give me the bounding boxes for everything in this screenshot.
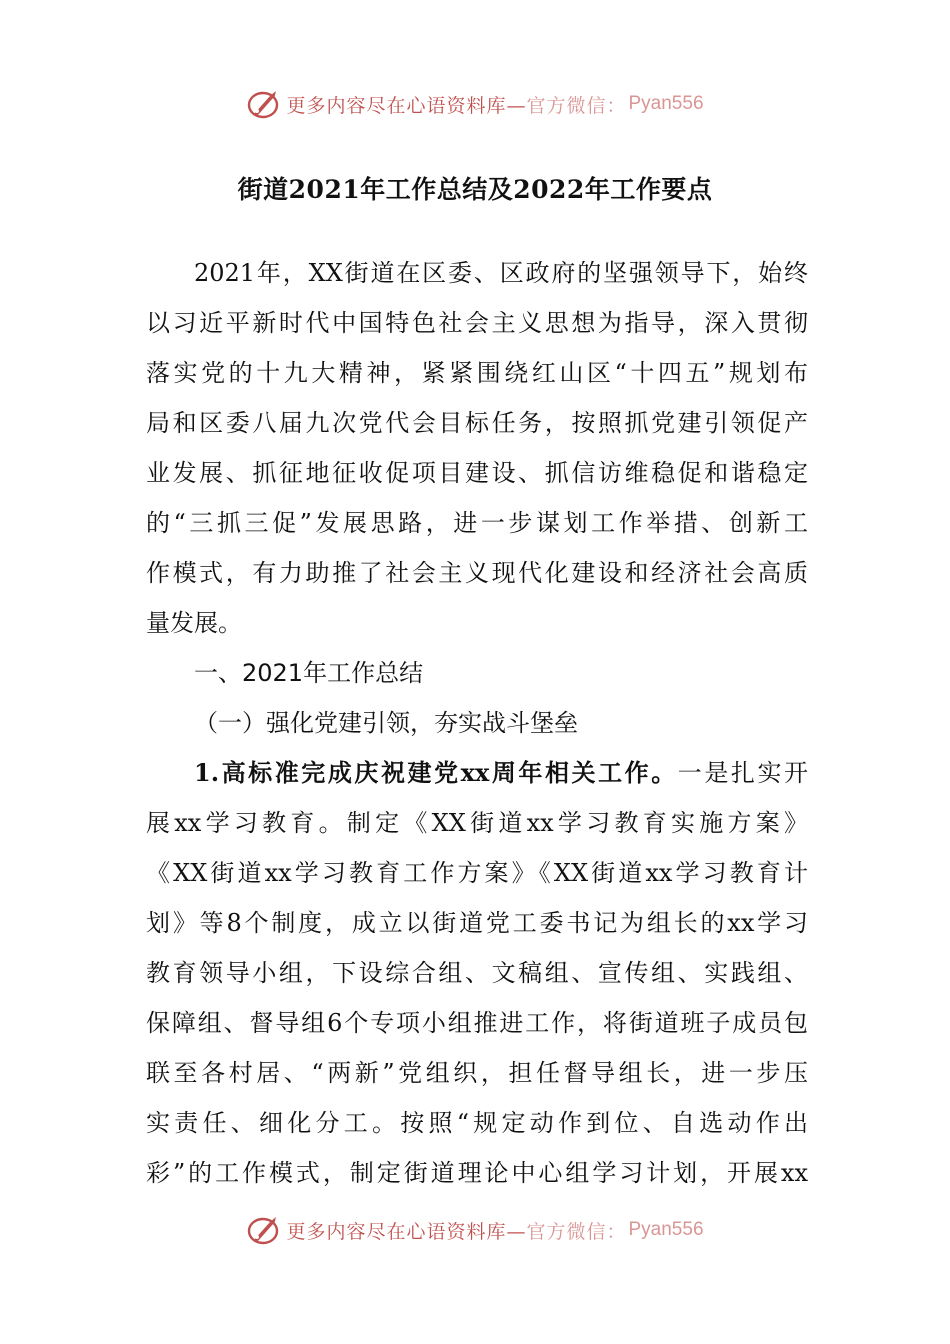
paragraph-line: 业发展、抓征地征收促项目建设、抓信访维稳促和谐稳定 [146,459,808,487]
paragraph-line: 量发展。 [146,609,242,637]
paragraph-line: 教育领导小组，下设综合组、文稿组、宣传组、实践组、 [146,959,808,987]
document-title: 街道2021年工作总结及2022年工作要点 [237,175,713,204]
paragraph-line: 划》等8个制度，成立以街道党工委书记为组长的xx学习 [146,909,808,937]
document-body [146,248,808,1198]
paragraph-line: 以习近平新时代中国特色社会主义思想为指导，深入贯彻 [146,309,808,337]
paragraph-line: 作模式，有力助推了社会主义现代化建设和经济社会高质 [146,559,808,587]
item-first-text: 一是扎实开 [677,759,808,787]
paragraph-line: 2021年，XX街道在区委、区政府的坚强领导下，始终 [194,259,808,287]
paragraph-line: 的“三抓三促”发展思路，进一步谋划工作举措、创新工 [146,509,808,537]
banner-slogan: 更多内容尽在心语资料库—官方微信： [286,1220,627,1243]
paragraph-line: 实责任、细化分工。按照“规定动作到位、自选动作出 [146,1109,808,1137]
section-heading: 一、2021年工作总结 [194,659,424,687]
subsection-heading: （一）强化党建引领，夯实战斗堡垒 [194,709,578,737]
banner-wechat-id: Pyan556 [628,93,704,114]
item-first-line [146,748,808,798]
paragraph-line: 展xx学习教育。制定《XX街道xx学习教育实施方案》 [146,809,808,837]
footer-banner [0,1210,950,1250]
paragraph-line: 《XX街道xx学习教育工作方案》《XX街道xx学习教育计 [146,859,808,887]
quill-pen-logo [246,87,280,121]
paragraph-line: 保障组、督导组6个专项小组推进工作，将街道班子成员包 [146,1009,808,1037]
quill-pen-logo [246,1213,280,1247]
paragraph-line: 局和区委八届九次党代会目标任务，按照抓党建引领促产 [146,409,808,437]
banner-wechat-id: Pyan556 [628,1219,704,1240]
banner-slogan: 更多内容尽在心语资料库—官方微信： [286,94,627,117]
banner-brand: 官方微信： [526,1220,627,1243]
header-banner [0,84,950,124]
paragraph-line: 联至各村居、“两新”党组织，担任督导组长，进一步压 [146,1059,808,1087]
paragraph-line: 彩”的工作模式，制定街道理论中心组学习计划，开展xx [146,1159,808,1187]
paragraph-line: 落实党的十九大精神，紧紧围绕红山区“十四五”规划布 [146,359,808,387]
item-bold-heading: 1.高标准完成庆祝建党xx周年相关工作。 [194,758,678,787]
banner-brand: 官方微信： [526,94,627,117]
